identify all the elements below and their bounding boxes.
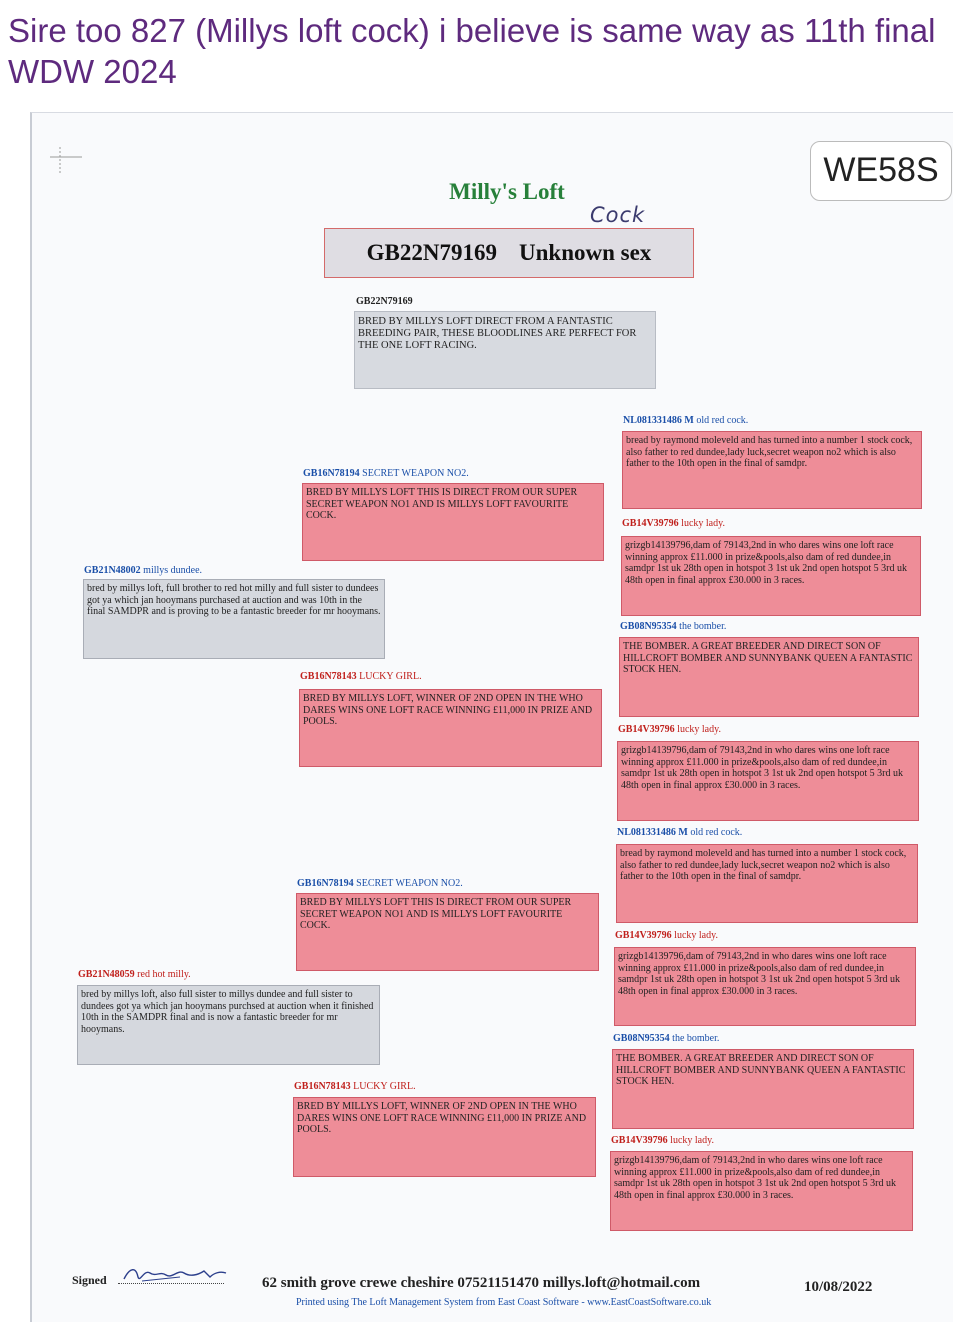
ggp-3-notes: THE BOMBER. A GREAT BREEDER AND DIRECT SON OF HILLCROFT BOMBER AND SUNNYBANK QUEEN A FANTASTIC STOCK HEN. (619, 637, 919, 717)
loft-name: Milly's Loft (449, 179, 565, 204)
grandsire-2-ring: GB16N78194 (297, 878, 354, 889)
ggp-7-label (613, 1033, 719, 1044)
bird-title-box (324, 228, 694, 278)
grandsire-2-name: SECRET WEAPON NO2. (356, 878, 463, 889)
grandsire-2-notes: BRED BY MILLYS LOFT THIS IS DIRECT FROM OUR SUPER SECRET WEAPON NO1 AND IS MILLYS LOFT FAVOURITE COCK. (296, 893, 599, 971)
grandsire-1-notes: BRED BY MILLYS LOFT THIS IS DIRECT FROM OUR SUPER SECRET WEAPON NO1 AND IS MILLYS LOFT FAVOURITE COCK. (302, 483, 604, 561)
ggp-7-ring: GB08N95354 (613, 1033, 670, 1044)
bird-ring-number: GB22N79169 (366, 240, 498, 265)
ggp-1-label (623, 415, 748, 426)
handwritten-sex-note: Cock (590, 203, 646, 227)
ggp-8-notes: grizgb14139796,dam of 79143,2nd in who dares wins one loft race winning approx £11.000 in prize&pools,also dam of red dundee,in samdpr 1st uk 28th open in hotspot 3 1st uk 2nd open hotspot 5 3rd uk 48th open in final approx £30.000 in 3 races. (610, 1151, 913, 1231)
pedigree-sheet (30, 112, 953, 1322)
subject-label: GB22N79169 (356, 296, 413, 307)
sire-name: millys dundee. (143, 565, 203, 576)
granddam-1-label (300, 671, 422, 682)
grandsire-1-label (303, 468, 469, 479)
sire-label (84, 565, 202, 576)
ggp-4-notes: grizgb14139796,dam of 79143,2nd in who dares wins one loft race winning approx £11.000 in prize&pools,also dam of red dundee,in samdpr 1st uk 28th open in hotspot 3 1st uk 2nd open hotspot 5 3rd uk 48th open in final approx £30.000 in 3 races. (617, 741, 919, 821)
sire-ring: GB21N48002 (84, 565, 141, 576)
ggp-8-label (611, 1135, 714, 1146)
ggp-7-name: the bomber. (672, 1033, 720, 1044)
ggp-4-name: lucky lady. (677, 724, 721, 735)
ggp-6-ring: GB14V39796 (615, 930, 672, 941)
signed-label: Signed (72, 1273, 107, 1287)
breeder-contact: 62 smith grove crewe cheshire 07521151470 millys.loft@hotmail.com (262, 1275, 701, 1291)
bird-sex: Unknown sex (519, 240, 652, 265)
software-credit: Printed using The Loft Management System from East Coast Software - www.EastCoastSoftware.co.uk (296, 1297, 712, 1308)
granddam-1-ring: GB16N78143 (300, 671, 357, 682)
ggp-1-ring: NL081331486 M (623, 415, 694, 426)
ggp-8-name: lucky lady. (670, 1135, 714, 1146)
signature-icon (120, 1263, 230, 1287)
ggp-6-label (615, 930, 718, 941)
code-stamp: WE58S (810, 141, 952, 201)
ggp-2-name: lucky lady. (681, 518, 725, 529)
ggp-5-ring: NL081331486 M (617, 827, 688, 838)
ggp-3-ring: GB08N95354 (620, 621, 677, 632)
ggp-5-notes: bread by raymond moleveld and has turned into a number 1 stock cock, also father to red dundee,lady luck,secret weapon no2 which is also father to the 10th open in the final of samdpr. (616, 844, 918, 923)
post-caption: Sire too 827 (Millys loft cock) i believe is same way as 11th final WDW 2024 (8, 12, 936, 90)
ggp-8-ring: GB14V39796 (611, 1135, 668, 1146)
ggp-1-name: old red cock. (696, 415, 749, 426)
ggp-2-ring: GB14V39796 (622, 518, 679, 529)
ggp-7-notes: THE BOMBER. A GREAT BREEDER AND DIRECT SON OF HILLCROFT BOMBER AND SUNNYBANK QUEEN A FANTASTIC STOCK HEN. (612, 1049, 914, 1129)
grandsire-1-ring: GB16N78194 (303, 468, 360, 479)
ggp-2-label (622, 518, 725, 529)
grandsire-2-label (297, 878, 463, 889)
print-date: 10/08/2022 (804, 1279, 873, 1295)
granddam-2-notes: BRED BY MILLYS LOFT, WINNER OF 2ND OPEN IN THE WHO DARES WINS ONE LOFT RACE WINNING £11,000 IN PRIZE AND POOLS. (293, 1097, 596, 1177)
crop-mark-icon (46, 143, 82, 173)
ggp-3-label (620, 621, 726, 632)
ggp-6-name: lucky lady. (674, 930, 718, 941)
ggp-4-label (618, 724, 721, 735)
dam-notes: bred by millys loft, also full sister to millys dundee and full sister to dundees got ya which jan hooymans purchsed at auction when it finished 10th in the SAMDPR final and is now a fantastic breeder for mr hooymans. (77, 985, 380, 1065)
dam-ring: GB21N48059 (78, 969, 135, 980)
ggp-4-ring: GB14V39796 (618, 724, 675, 735)
ggp-2-notes: grizgb14139796,dam of 79143,2nd in who dares wins one loft race winning approx £11.000 in prize&pools,also dam of red dundee,in samdpr 1st uk 28th open in hotspot 3 1st uk 2nd open hotspot 5 3rd uk 48th open in final approx £30.000 in 3 races. (621, 536, 921, 616)
granddam-2-label (294, 1081, 416, 1092)
subject-notes: BRED BY MILLYS LOFT DIRECT FROM A FANTASTIC BREEDING PAIR, THESE BLOODLINES ARE PERFECT FOR THE ONE LOFT RACING. (354, 311, 656, 389)
grandsire-1-name: SECRET WEAPON NO2. (362, 468, 469, 479)
ggp-6-notes: grizgb14139796,dam of 79143,2nd in who dares wins one loft race winning approx £11.000 in prize&pools,also dam of red dundee,in samdpr 1st uk 28th open in hotspot 3 1st uk 2nd open hotspot 5 3rd uk 48th open in final approx £30.000 in 3 races. (614, 947, 916, 1026)
granddam-2-ring: GB16N78143 (294, 1081, 351, 1092)
ggp-3-name: the bomber. (679, 621, 727, 632)
dam-label (78, 969, 191, 980)
sire-notes: bred by millys loft, full brother to red hot milly and full sister to dundees got ya which jan hooymans purchased at auction and was 10th in the final SAMDPR and is proving to be a fantastic breeder for mr hooymans. (83, 579, 385, 659)
granddam-1-notes: BRED BY MILLYS LOFT, WINNER OF 2ND OPEN IN THE WHO DARES WINS ONE LOFT RACE WINNING £11,000 IN PRIZE AND POOLS. (299, 689, 602, 767)
granddam-1-name: LUCKY GIRL. (359, 671, 422, 682)
ggp-1-notes: bread by raymond moleveld and has turned into a number 1 stock cock, also father to red dundee,lady luck,secret weapon no2 which is also father to the 10th open in the final of samdpr. (622, 431, 922, 509)
dam-name: red hot milly. (137, 969, 191, 980)
granddam-2-name: LUCKY GIRL. (353, 1081, 416, 1092)
ggp-5-label (617, 827, 742, 838)
ggp-5-name: old red cock. (690, 827, 743, 838)
